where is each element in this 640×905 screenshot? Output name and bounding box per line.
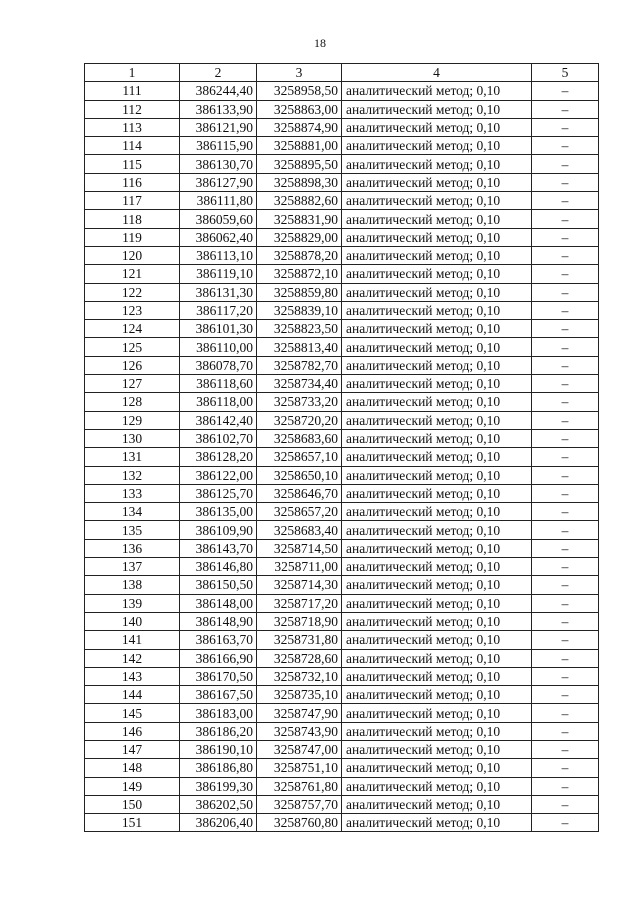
point-number-cell: 128	[85, 393, 180, 411]
table-row	[85, 759, 599, 777]
point-number-cell: 144	[85, 686, 180, 704]
point-number-cell: 113	[85, 118, 180, 136]
point-number-cell: 147	[85, 740, 180, 758]
y-coordinate-cell: 3258761,80	[257, 777, 342, 795]
x-coordinate-cell: 386119,10	[180, 265, 257, 283]
table-row	[85, 576, 599, 594]
y-coordinate-cell: 3258882,60	[257, 192, 342, 210]
note-cell: –	[532, 155, 599, 173]
note-cell: –	[532, 210, 599, 228]
point-number-cell: 136	[85, 539, 180, 557]
point-number-cell: 150	[85, 795, 180, 813]
table-row	[85, 466, 599, 484]
y-coordinate-cell: 3258782,70	[257, 356, 342, 374]
method-accuracy-cell: аналитический метод; 0,10	[342, 265, 532, 283]
note-cell: –	[532, 192, 599, 210]
method-accuracy-cell: аналитический метод; 0,10	[342, 466, 532, 484]
x-coordinate-cell: 386111,80	[180, 192, 257, 210]
note-cell: –	[532, 740, 599, 758]
table-row	[85, 558, 599, 576]
x-coordinate-cell: 386150,50	[180, 576, 257, 594]
table-row	[85, 429, 599, 447]
x-coordinate-cell: 386121,90	[180, 118, 257, 136]
y-coordinate-cell: 3258735,10	[257, 686, 342, 704]
note-cell: –	[532, 137, 599, 155]
note-cell: –	[532, 814, 599, 832]
method-accuracy-cell: аналитический метод; 0,10	[342, 356, 532, 374]
y-coordinate-cell: 3258751,10	[257, 759, 342, 777]
x-coordinate-cell: 386135,00	[180, 503, 257, 521]
table-row	[85, 740, 599, 758]
point-number-cell: 125	[85, 338, 180, 356]
header-row	[85, 64, 599, 82]
point-number-cell: 130	[85, 429, 180, 447]
note-cell: –	[532, 612, 599, 630]
method-accuracy-cell: аналитический метод; 0,10	[342, 521, 532, 539]
point-number-cell: 139	[85, 594, 180, 612]
y-coordinate-cell: 3258728,60	[257, 649, 342, 667]
y-coordinate-cell: 3258650,10	[257, 466, 342, 484]
point-number-cell: 127	[85, 375, 180, 393]
point-number-cell: 142	[85, 649, 180, 667]
x-coordinate-cell: 386122,00	[180, 466, 257, 484]
y-coordinate-cell: 3258958,50	[257, 82, 342, 100]
y-coordinate-cell: 3258683,60	[257, 429, 342, 447]
note-cell: –	[532, 667, 599, 685]
point-number-cell: 146	[85, 722, 180, 740]
y-coordinate-cell: 3258757,70	[257, 795, 342, 813]
x-coordinate-cell: 386078,70	[180, 356, 257, 374]
method-accuracy-cell: аналитический метод; 0,10	[342, 722, 532, 740]
method-accuracy-cell: аналитический метод; 0,10	[342, 795, 532, 813]
table-row	[85, 795, 599, 813]
table-row	[85, 375, 599, 393]
method-accuracy-cell: аналитический метод; 0,10	[342, 631, 532, 649]
note-cell: –	[532, 795, 599, 813]
point-number-cell: 111	[85, 82, 180, 100]
point-number-cell: 134	[85, 503, 180, 521]
method-accuracy-cell: аналитический метод; 0,10	[342, 539, 532, 557]
y-coordinate-cell: 3258657,10	[257, 448, 342, 466]
x-coordinate-cell: 386186,20	[180, 722, 257, 740]
y-coordinate-cell: 3258657,20	[257, 503, 342, 521]
table-row	[85, 155, 599, 173]
point-number-cell: 148	[85, 759, 180, 777]
x-coordinate-cell: 386118,00	[180, 393, 257, 411]
table-row	[85, 173, 599, 191]
y-coordinate-cell: 3258831,90	[257, 210, 342, 228]
point-number-cell: 140	[85, 612, 180, 630]
table-row	[85, 777, 599, 795]
note-cell: –	[532, 558, 599, 576]
x-coordinate-cell: 386062,40	[180, 228, 257, 246]
y-coordinate-cell: 3258823,50	[257, 320, 342, 338]
x-coordinate-cell: 386059,60	[180, 210, 257, 228]
note-cell: –	[532, 265, 599, 283]
point-number-cell: 116	[85, 173, 180, 191]
method-accuracy-cell: аналитический метод; 0,10	[342, 173, 532, 191]
note-cell: –	[532, 173, 599, 191]
method-accuracy-cell: аналитический метод; 0,10	[342, 137, 532, 155]
note-cell: –	[532, 246, 599, 264]
note-cell: –	[532, 686, 599, 704]
table-row	[85, 484, 599, 502]
x-coordinate-cell: 386206,40	[180, 814, 257, 832]
note-cell: –	[532, 118, 599, 136]
table-row	[85, 649, 599, 667]
method-accuracy-cell: аналитический метод; 0,10	[342, 320, 532, 338]
y-coordinate-cell: 3258714,50	[257, 539, 342, 557]
y-coordinate-cell: 3258839,10	[257, 301, 342, 319]
x-coordinate-cell: 386113,10	[180, 246, 257, 264]
x-coordinate-cell: 386166,90	[180, 649, 257, 667]
y-coordinate-cell: 3258878,20	[257, 246, 342, 264]
note-cell: –	[532, 448, 599, 466]
x-coordinate-cell: 386142,40	[180, 411, 257, 429]
x-coordinate-cell: 386125,70	[180, 484, 257, 502]
method-accuracy-cell: аналитический метод; 0,10	[342, 429, 532, 447]
method-accuracy-cell: аналитический метод; 0,10	[342, 411, 532, 429]
table-row	[85, 686, 599, 704]
table-row	[85, 814, 599, 832]
x-coordinate-cell: 386202,50	[180, 795, 257, 813]
table-row	[85, 246, 599, 264]
point-number-cell: 122	[85, 283, 180, 301]
method-accuracy-cell: аналитический метод; 0,10	[342, 484, 532, 502]
point-number-cell: 118	[85, 210, 180, 228]
point-number-cell: 117	[85, 192, 180, 210]
point-number-cell: 151	[85, 814, 180, 832]
table-row	[85, 411, 599, 429]
method-accuracy-cell: аналитический метод; 0,10	[342, 155, 532, 173]
note-cell: –	[532, 484, 599, 502]
x-coordinate-cell: 386118,60	[180, 375, 257, 393]
x-coordinate-cell: 386101,30	[180, 320, 257, 338]
method-accuracy-cell: аналитический метод; 0,10	[342, 283, 532, 301]
point-number-cell: 149	[85, 777, 180, 795]
x-coordinate-cell: 386199,30	[180, 777, 257, 795]
y-coordinate-cell: 3258646,70	[257, 484, 342, 502]
table-row	[85, 704, 599, 722]
y-coordinate-cell: 3258683,40	[257, 521, 342, 539]
note-cell: –	[532, 393, 599, 411]
x-coordinate-cell: 386163,70	[180, 631, 257, 649]
y-coordinate-cell: 3258731,80	[257, 631, 342, 649]
y-coordinate-cell: 3258760,80	[257, 814, 342, 832]
table-row	[85, 521, 599, 539]
method-accuracy-cell: аналитический метод; 0,10	[342, 375, 532, 393]
point-number-cell: 131	[85, 448, 180, 466]
y-coordinate-cell: 3258711,00	[257, 558, 342, 576]
table-row	[85, 539, 599, 557]
table-row	[85, 448, 599, 466]
y-coordinate-cell: 3258829,00	[257, 228, 342, 246]
x-coordinate-cell: 386127,90	[180, 173, 257, 191]
x-coordinate-cell: 386131,30	[180, 283, 257, 301]
point-number-cell: 133	[85, 484, 180, 502]
table-row	[85, 301, 599, 319]
y-coordinate-cell: 3258898,30	[257, 173, 342, 191]
point-number-cell: 121	[85, 265, 180, 283]
method-accuracy-cell: аналитический метод; 0,10	[342, 118, 532, 136]
note-cell: –	[532, 411, 599, 429]
method-accuracy-cell: аналитический метод; 0,10	[342, 100, 532, 118]
note-cell: –	[532, 777, 599, 795]
note-cell: –	[532, 228, 599, 246]
y-coordinate-cell: 3258734,40	[257, 375, 342, 393]
method-accuracy-cell: аналитический метод; 0,10	[342, 777, 532, 795]
x-coordinate-cell: 386130,70	[180, 155, 257, 173]
method-accuracy-cell: аналитический метод; 0,10	[342, 667, 532, 685]
column-header-4: 4	[342, 64, 532, 82]
y-coordinate-cell: 3258732,10	[257, 667, 342, 685]
point-number-cell: 120	[85, 246, 180, 264]
table-row	[85, 82, 599, 100]
point-number-cell: 138	[85, 576, 180, 594]
x-coordinate-cell: 386148,90	[180, 612, 257, 630]
table-row	[85, 228, 599, 246]
y-coordinate-cell: 3258747,90	[257, 704, 342, 722]
method-accuracy-cell: аналитический метод; 0,10	[342, 576, 532, 594]
note-cell: –	[532, 283, 599, 301]
y-coordinate-cell: 3258874,90	[257, 118, 342, 136]
note-cell: –	[532, 503, 599, 521]
table-row	[85, 338, 599, 356]
x-coordinate-cell: 386133,90	[180, 100, 257, 118]
point-number-cell: 112	[85, 100, 180, 118]
method-accuracy-cell: аналитический метод; 0,10	[342, 301, 532, 319]
note-cell: –	[532, 429, 599, 447]
column-header-2: 2	[180, 64, 257, 82]
table-row	[85, 594, 599, 612]
table-row	[85, 356, 599, 374]
point-number-cell: 123	[85, 301, 180, 319]
method-accuracy-cell: аналитический метод; 0,10	[342, 503, 532, 521]
note-cell: –	[532, 301, 599, 319]
y-coordinate-cell: 3258872,10	[257, 265, 342, 283]
note-cell: –	[532, 320, 599, 338]
note-cell: –	[532, 576, 599, 594]
y-coordinate-cell: 3258743,90	[257, 722, 342, 740]
note-cell: –	[532, 100, 599, 118]
method-accuracy-cell: аналитический метод; 0,10	[342, 612, 532, 630]
note-cell: –	[532, 649, 599, 667]
page-number: 18	[314, 36, 326, 50]
x-coordinate-cell: 386115,90	[180, 137, 257, 155]
x-coordinate-cell: 386128,20	[180, 448, 257, 466]
point-number-cell: 145	[85, 704, 180, 722]
y-coordinate-cell: 3258881,00	[257, 137, 342, 155]
y-coordinate-cell: 3258718,90	[257, 612, 342, 630]
note-cell: –	[532, 356, 599, 374]
method-accuracy-cell: аналитический метод; 0,10	[342, 82, 532, 100]
point-number-cell: 114	[85, 137, 180, 155]
x-coordinate-cell: 386110,00	[180, 338, 257, 356]
y-coordinate-cell: 3258863,00	[257, 100, 342, 118]
table-row	[85, 210, 599, 228]
x-coordinate-cell: 386143,70	[180, 539, 257, 557]
x-coordinate-cell: 386183,00	[180, 704, 257, 722]
table-row	[85, 667, 599, 685]
method-accuracy-cell: аналитический метод; 0,10	[342, 246, 532, 264]
table-row	[85, 722, 599, 740]
point-number-cell: 143	[85, 667, 180, 685]
column-header-3: 3	[257, 64, 342, 82]
table-row	[85, 118, 599, 136]
x-coordinate-cell: 386117,20	[180, 301, 257, 319]
x-coordinate-cell: 386190,10	[180, 740, 257, 758]
point-number-cell: 124	[85, 320, 180, 338]
x-coordinate-cell: 386170,50	[180, 667, 257, 685]
table-row	[85, 320, 599, 338]
method-accuracy-cell: аналитический метод; 0,10	[342, 210, 532, 228]
note-cell: –	[532, 375, 599, 393]
point-number-cell: 141	[85, 631, 180, 649]
table-row	[85, 137, 599, 155]
x-coordinate-cell: 386148,00	[180, 594, 257, 612]
point-number-cell: 137	[85, 558, 180, 576]
y-coordinate-cell: 3258813,40	[257, 338, 342, 356]
table-row	[85, 100, 599, 118]
y-coordinate-cell: 3258859,80	[257, 283, 342, 301]
method-accuracy-cell: аналитический метод; 0,10	[342, 740, 532, 758]
y-coordinate-cell: 3258747,00	[257, 740, 342, 758]
note-cell: –	[532, 631, 599, 649]
x-coordinate-cell: 386146,80	[180, 558, 257, 576]
point-number-cell: 126	[85, 356, 180, 374]
x-coordinate-cell: 386167,50	[180, 686, 257, 704]
y-coordinate-cell: 3258733,20	[257, 393, 342, 411]
method-accuracy-cell: аналитический метод; 0,10	[342, 759, 532, 777]
table-row	[85, 631, 599, 649]
note-cell: –	[532, 338, 599, 356]
note-cell: –	[532, 594, 599, 612]
column-header-1: 1	[85, 64, 180, 82]
table-row	[85, 192, 599, 210]
table-row	[85, 393, 599, 411]
method-accuracy-cell: аналитический метод; 0,10	[342, 704, 532, 722]
x-coordinate-cell: 386102,70	[180, 429, 257, 447]
x-coordinate-cell: 386109,90	[180, 521, 257, 539]
note-cell: –	[532, 466, 599, 484]
point-number-cell: 119	[85, 228, 180, 246]
note-cell: –	[532, 82, 599, 100]
table-row	[85, 283, 599, 301]
note-cell: –	[532, 704, 599, 722]
method-accuracy-cell: аналитический метод; 0,10	[342, 393, 532, 411]
x-coordinate-cell: 386244,40	[180, 82, 257, 100]
y-coordinate-cell: 3258895,50	[257, 155, 342, 173]
method-accuracy-cell: аналитический метод; 0,10	[342, 686, 532, 704]
note-cell: –	[532, 759, 599, 777]
method-accuracy-cell: аналитический метод; 0,10	[342, 558, 532, 576]
note-cell: –	[532, 539, 599, 557]
column-header-5: 5	[532, 64, 599, 82]
table-row	[85, 265, 599, 283]
method-accuracy-cell: аналитический метод; 0,10	[342, 649, 532, 667]
method-accuracy-cell: аналитический метод; 0,10	[342, 228, 532, 246]
method-accuracy-cell: аналитический метод; 0,10	[342, 448, 532, 466]
point-number-cell: 129	[85, 411, 180, 429]
point-number-cell: 115	[85, 155, 180, 173]
table-row	[85, 612, 599, 630]
note-cell: –	[532, 521, 599, 539]
point-number-cell: 132	[85, 466, 180, 484]
y-coordinate-cell: 3258720,20	[257, 411, 342, 429]
method-accuracy-cell: аналитический метод; 0,10	[342, 814, 532, 832]
method-accuracy-cell: аналитический метод; 0,10	[342, 594, 532, 612]
table-row	[85, 503, 599, 521]
note-cell: –	[532, 722, 599, 740]
method-accuracy-cell: аналитический метод; 0,10	[342, 338, 532, 356]
method-accuracy-cell: аналитический метод; 0,10	[342, 192, 532, 210]
coordinates-table	[84, 63, 599, 832]
x-coordinate-cell: 386186,80	[180, 759, 257, 777]
point-number-cell: 135	[85, 521, 180, 539]
y-coordinate-cell: 3258714,30	[257, 576, 342, 594]
y-coordinate-cell: 3258717,20	[257, 594, 342, 612]
